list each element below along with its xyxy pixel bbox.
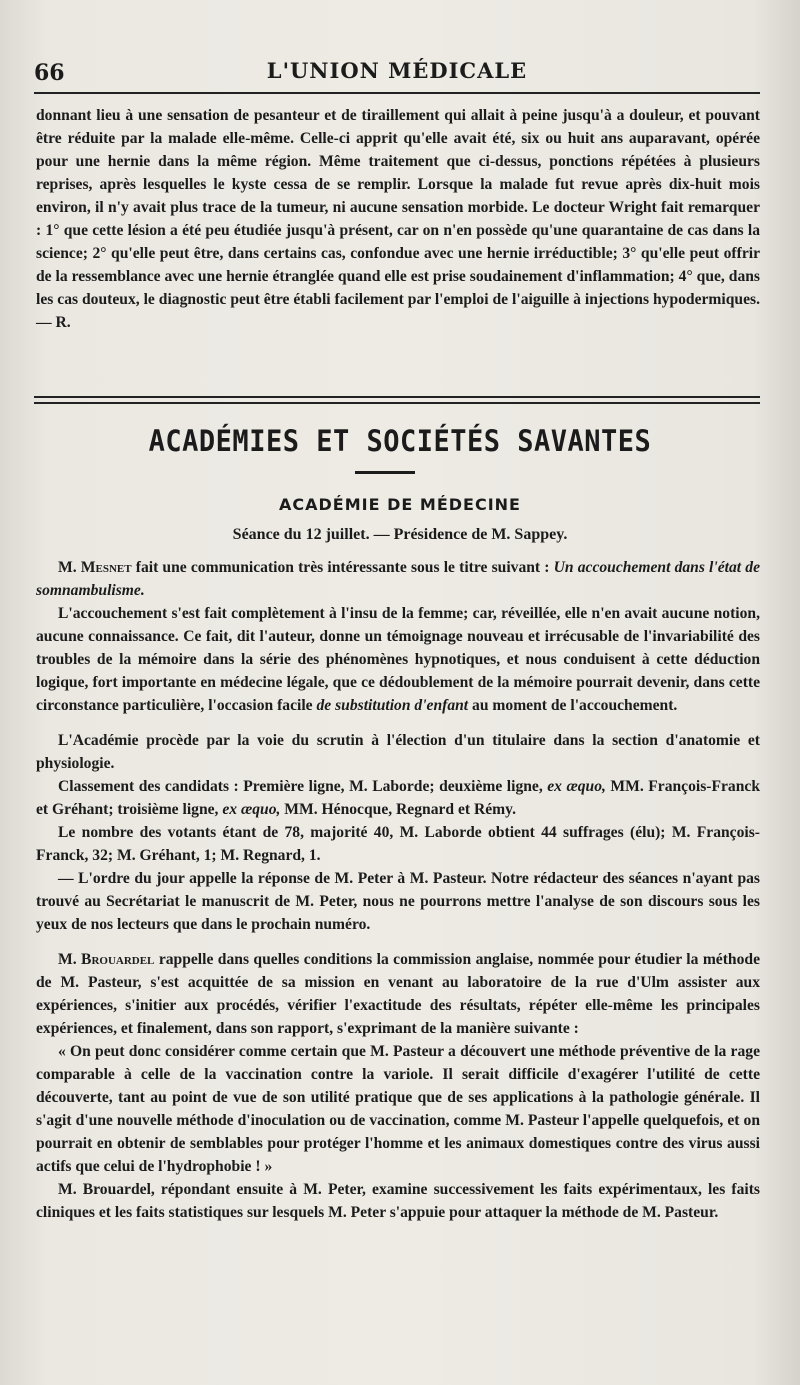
paragraph-ordre-du-jour: — L'ordre du jour appelle la réponse de M. Peter à M. Pasteur. Notre rédacteur des séances n'ayant pas trouvé au Secrétariat le manuscrit de M. Peter, nous ne pourrons mettre l'analyse de son discours sous les yeux de nos lecteurs que dans le prochain numéro. <box>36 870 760 933</box>
accouchement-italic: de substitution d'enfant <box>316 697 469 714</box>
paragraph-brouardel-reply: M. Brouardel, répondant ensuite à M. Peter, examine successivement les faits expérimentaux, les faits cliniques et les faits statistiques sur lesquels M. Peter s'appuie pour attaquer la méthode de M. Pasteur. <box>36 1181 760 1221</box>
paragraph-accouchement <box>36 602 760 717</box>
subsection-title: ACADÉMIE DE MÉDECINE <box>279 495 521 514</box>
session-line: Séance du 12 juillet. — Présidence de M. Sappey. <box>232 526 568 543</box>
paragraph-quotation: « On peut donc considérer comme certain que M. Pasteur a découvert une méthode préventive de la rage comparable à celle de la vaccination contre la variole. Il serait difficile d'exagérer l'utilité de cette découverte, tant au point de vue de son utilité pratique que de ses applications à la pathologie générale. Il s'agit d'une nouvelle méthode d'inoculation ou de vaccination, comme M. Pasteur l'appelle quelquefois, et on pourrait en obtenir de semblables pour protéger l'homme et les animaux domestiques contre des virus aussi actifs que celui de l'hydrophobie ! » <box>36 1043 760 1175</box>
section-divider-bottom <box>34 402 760 404</box>
classement-b: MM. François-Franck et Gréhant; troisième ligne, <box>36 778 761 818</box>
accouchement-after: au moment de l'accouchement. <box>468 697 678 714</box>
paragraph-brouardel <box>36 948 760 1040</box>
classement-ex-aequo-2: ex æquo, <box>222 801 281 818</box>
brouardel-text: rappelle dans quelles conditions la commission anglaise, nommée pour étudier la méthode de M. Pasteur, s'est acquittée de sa mission en venant au laboratoire de la rue d'Ulm assister aux expériences, s'initier aux procédés, vérifier l'exactitude des résultats, répéter elle-même les principales expériences, et finalement, dans son rapport, s'exprimant de la manière suivante : <box>36 951 760 1037</box>
classement-c: MM. Hénocque, Regnard et Rémy. <box>280 801 517 818</box>
paragraph-classement <box>36 775 760 821</box>
running-head: L'UNION MÉDICALE <box>266 58 528 83</box>
title-short-rule <box>355 471 415 474</box>
section-title: ACADÉMIES ET SOCIÉTÉS SAVANTES <box>148 424 652 459</box>
page-header <box>34 56 760 90</box>
classement-ex-aequo-1: ex æquo, <box>547 778 606 795</box>
article-end-paragraph: donnant lieu à une sensation de pesanteur et de tiraillement qui allait à peine jusqu'à a douleur, et pouvant être réduite par la malade elle-même. Celle-ci apprit qu'elle avait été, six ou huit ans auparavant, opérée pour une hernie dans la même région. Même traitement que ci-dessus, ponctions répétées à plusieurs reprises, après lesquelles le kyste cessa de se remplir. Lorsque la malade fut revue après dix-huit mois environ, il n'y avait plus trace de la tumeur, ni aucune sensation morbide. Le docteur Wright fait remarquer : 1° que cette lésion a été peu étudiée jusqu'à présent, car on n'en possède qu'une quarantaine de cas dans la science; 2° qu'elle peut être, dans certains cas, confondue avec une hernie irréductible; 3° qu'elle peut offrir de la ressemblance avec une hernie étranglée quand elle est prise soudainement d'inflammation; 4° que, dans les cas douteux, le diagnostic peut être établi facilement par l'emploi de l'aiguille à injections hypodermiques. — R. <box>36 107 760 331</box>
mesnet-text: fait une communication très intéressante sous le titre suivant : <box>131 559 554 576</box>
header-rule <box>34 92 760 94</box>
paragraph-election: L'Académie procède par la voie du scrutin à l'élection d'un titulaire dans la section d'anatomie et physiologie. <box>36 732 760 772</box>
page-number: 66 <box>34 60 65 86</box>
paragraph-mesnet <box>36 556 760 602</box>
accouchement-before: L'accouchement s'est fait complètement à l'insu de la femme; car, réveillée, elle n'en avait aucune notion, aucune connaissance. Ce fait, dit l'auteur, donne un témoignage nouveau et irrécusable de l'invariabilité des troubles de la mémoire dans la série des phénomènes hypnotiques, et nous conduisent à cette déduction logique, fort importante en médecine légale, que ce dédoublement de la mémoire pourrait devenir, dans cette circonstance particulière, l'occasion facile <box>36 605 760 714</box>
article-end <box>36 104 760 334</box>
mesnet-name: Mesnet <box>80 559 132 576</box>
section-body <box>36 556 760 1224</box>
brouardel-title: M. <box>58 951 77 968</box>
paragraph-votes: Le nombre des votants étant de 78, majorité 40, M. Laborde obtient 44 suffrages (élu); M. François-Franck, 32; M. Gréhant, 1; M. Regnard, 1. <box>36 824 760 864</box>
mesnet-communication-title: Un accouchement dans l'état de somnambulisme. <box>36 559 760 599</box>
mesnet-title: M. <box>58 559 77 576</box>
section-divider-top <box>34 396 760 398</box>
classement-a: Classement des candidats : Première ligne, M. Laborde; deuxième ligne, <box>58 778 548 795</box>
brouardel-name: Brouardel <box>81 951 155 968</box>
